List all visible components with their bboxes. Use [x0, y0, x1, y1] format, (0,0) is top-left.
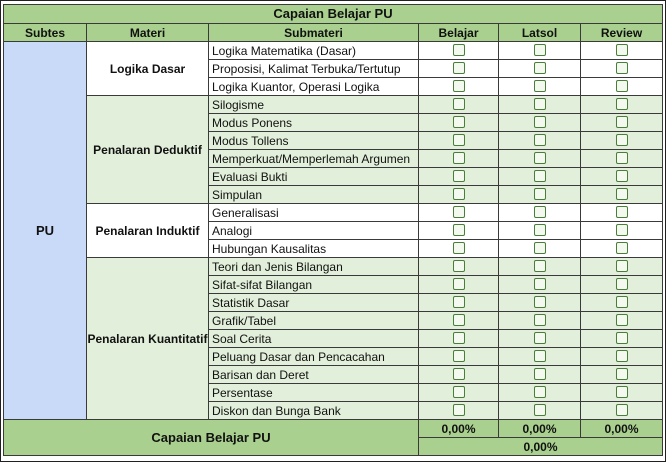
latsol-checkbox[interactable] [534, 98, 546, 110]
belajar-cell [419, 330, 499, 348]
review-checkbox[interactable] [616, 80, 628, 92]
submateri-cell: Generalisasi [209, 204, 419, 222]
latsol-checkbox[interactable] [534, 224, 546, 236]
belajar-cell [419, 348, 499, 366]
belajar-cell [419, 168, 499, 186]
belajar-cell [419, 258, 499, 276]
table-row [4, 204, 663, 222]
table-row [4, 96, 663, 114]
review-cell [581, 114, 663, 132]
review-checkbox[interactable] [616, 368, 628, 380]
belajar-cell [419, 222, 499, 240]
review-cell [581, 348, 663, 366]
review-cell [581, 330, 663, 348]
belajar-checkbox[interactable] [453, 224, 465, 236]
latsol-checkbox[interactable] [534, 206, 546, 218]
review-cell [581, 222, 663, 240]
submateri-cell: Evaluasi Bukti [209, 168, 419, 186]
submateri-cell: Logika Matematika (Dasar) [209, 42, 419, 60]
belajar-cell [419, 294, 499, 312]
belajar-cell [419, 276, 499, 294]
review-cell [581, 312, 663, 330]
belajar-cell [419, 96, 499, 114]
belajar-cell [419, 78, 499, 96]
review-checkbox[interactable] [616, 98, 628, 110]
submateri-cell: Proposisi, Kalimat Terbuka/Tertutup [209, 60, 419, 78]
submateri-cell: Peluang Dasar dan Pencacahan [209, 348, 419, 366]
latsol-checkbox[interactable] [534, 152, 546, 164]
latsol-cell [499, 132, 581, 150]
review-cell [581, 258, 663, 276]
latsol-cell [499, 240, 581, 258]
review-checkbox[interactable] [616, 224, 628, 236]
review-cell [581, 60, 663, 78]
materi-cell: Penalaran Deduktif [87, 96, 209, 204]
latsol-percent: 0,00% [499, 420, 581, 438]
total-percent: 0,00% [419, 438, 663, 456]
header-review: Review [581, 24, 663, 42]
latsol-checkbox[interactable] [534, 296, 546, 308]
header-latsol: Latsol [499, 24, 581, 42]
review-cell [581, 402, 663, 420]
review-cell [581, 294, 663, 312]
header-subtes: Subtes [4, 24, 87, 42]
belajar-checkbox[interactable] [453, 404, 465, 416]
belajar-checkbox[interactable] [453, 188, 465, 200]
latsol-cell [499, 60, 581, 78]
submateri-cell: Modus Tollens [209, 132, 419, 150]
belajar-checkbox[interactable] [453, 242, 465, 254]
belajar-cell [419, 384, 499, 402]
review-checkbox[interactable] [616, 332, 628, 344]
latsol-checkbox[interactable] [534, 260, 546, 272]
review-checkbox[interactable] [616, 44, 628, 56]
latsol-checkbox[interactable] [534, 332, 546, 344]
latsol-cell [499, 366, 581, 384]
belajar-checkbox[interactable] [453, 152, 465, 164]
review-cell [581, 132, 663, 150]
belajar-checkbox[interactable] [453, 134, 465, 146]
submateri-cell: Hubungan Kausalitas [209, 240, 419, 258]
belajar-checkbox[interactable] [453, 296, 465, 308]
review-checkbox[interactable] [616, 116, 628, 128]
footer-label: Capaian Belajar PU [4, 420, 419, 456]
latsol-cell [499, 42, 581, 60]
review-checkbox[interactable] [616, 206, 628, 218]
latsol-cell [499, 294, 581, 312]
latsol-checkbox[interactable] [534, 386, 546, 398]
review-checkbox[interactable] [616, 188, 628, 200]
belajar-cell [419, 114, 499, 132]
review-cell [581, 276, 663, 294]
latsol-checkbox[interactable] [534, 116, 546, 128]
submateri-cell: Simpulan [209, 186, 419, 204]
belajar-checkbox[interactable] [453, 350, 465, 362]
review-checkbox[interactable] [616, 296, 628, 308]
review-cell [581, 168, 663, 186]
latsol-checkbox[interactable] [534, 170, 546, 182]
belajar-checkbox[interactable] [453, 278, 465, 290]
belajar-checkbox[interactable] [453, 80, 465, 92]
review-cell [581, 366, 663, 384]
belajar-checkbox[interactable] [453, 170, 465, 182]
latsol-checkbox[interactable] [534, 278, 546, 290]
review-cell [581, 384, 663, 402]
latsol-cell [499, 114, 581, 132]
submateri-cell: Silogisme [209, 96, 419, 114]
subtes-cell: PU [4, 42, 87, 420]
review-cell [581, 204, 663, 222]
review-cell [581, 150, 663, 168]
review-percent: 0,00% [581, 420, 663, 438]
submateri-cell: Sifat-sifat Bilangan [209, 276, 419, 294]
belajar-checkbox[interactable] [453, 332, 465, 344]
latsol-cell [499, 78, 581, 96]
latsol-checkbox[interactable] [534, 404, 546, 416]
belajar-cell [419, 60, 499, 78]
belajar-cell [419, 204, 499, 222]
footer-row [4, 420, 663, 438]
latsol-cell [499, 276, 581, 294]
latsol-cell [499, 330, 581, 348]
belajar-checkbox[interactable] [453, 116, 465, 128]
review-checkbox[interactable] [616, 386, 628, 398]
latsol-cell [499, 168, 581, 186]
review-checkbox[interactable] [616, 260, 628, 272]
submateri-cell: Statistik Dasar [209, 294, 419, 312]
latsol-checkbox[interactable] [534, 242, 546, 254]
belajar-cell [419, 186, 499, 204]
belajar-checkbox[interactable] [453, 62, 465, 74]
submateri-cell: Barisan dan Deret [209, 366, 419, 384]
latsol-checkbox[interactable] [534, 188, 546, 200]
latsol-checkbox[interactable] [534, 44, 546, 56]
review-checkbox[interactable] [616, 242, 628, 254]
latsol-checkbox[interactable] [534, 368, 546, 380]
review-checkbox[interactable] [616, 152, 628, 164]
submateri-cell: Modus Ponens [209, 114, 419, 132]
latsol-cell [499, 384, 581, 402]
materi-cell: Logika Dasar [87, 42, 209, 96]
belajar-cell [419, 150, 499, 168]
header-submateri: Submateri [209, 24, 419, 42]
latsol-cell [499, 402, 581, 420]
submateri-cell: Teori dan Jenis Bilangan [209, 258, 419, 276]
latsol-checkbox[interactable] [534, 62, 546, 74]
submateri-cell: Logika Kuantor, Operasi Logika [209, 78, 419, 96]
belajar-checkbox[interactable] [453, 368, 465, 380]
review-cell [581, 42, 663, 60]
belajar-checkbox[interactable] [453, 44, 465, 56]
latsol-cell [499, 96, 581, 114]
belajar-cell [419, 366, 499, 384]
latsol-checkbox[interactable] [534, 80, 546, 92]
header-materi: Materi [87, 24, 209, 42]
materi-cell: Penalaran Induktif [87, 204, 209, 258]
belajar-checkbox[interactable] [453, 314, 465, 326]
belajar-cell [419, 132, 499, 150]
latsol-cell [499, 150, 581, 168]
latsol-checkbox[interactable] [534, 134, 546, 146]
submateri-cell: Grafik/Tabel [209, 312, 419, 330]
sheet-title: Capaian Belajar PU [4, 5, 663, 24]
latsol-cell [499, 312, 581, 330]
belajar-checkbox[interactable] [453, 386, 465, 398]
review-checkbox[interactable] [616, 404, 628, 416]
review-checkbox[interactable] [616, 314, 628, 326]
review-cell [581, 96, 663, 114]
progress-table [3, 4, 663, 456]
review-cell [581, 78, 663, 96]
review-checkbox[interactable] [616, 278, 628, 290]
submateri-cell: Diskon dan Bunga Bank [209, 402, 419, 420]
belajar-cell [419, 312, 499, 330]
latsol-checkbox[interactable] [534, 314, 546, 326]
latsol-cell [499, 222, 581, 240]
latsol-checkbox[interactable] [534, 350, 546, 362]
submateri-cell: Soal Cerita [209, 330, 419, 348]
review-checkbox[interactable] [616, 134, 628, 146]
materi-cell: Penalaran Kuantitatif [87, 258, 209, 420]
review-cell [581, 240, 663, 258]
submateri-cell: Memperkuat/Memperlemah Argumen [209, 150, 419, 168]
belajar-cell [419, 42, 499, 60]
belajar-checkbox[interactable] [453, 260, 465, 272]
latsol-cell [499, 204, 581, 222]
review-checkbox[interactable] [616, 62, 628, 74]
belajar-cell [419, 402, 499, 420]
latsol-cell [499, 348, 581, 366]
belajar-percent: 0,00% [419, 420, 499, 438]
latsol-cell [499, 186, 581, 204]
belajar-checkbox[interactable] [453, 98, 465, 110]
table-row [4, 42, 663, 60]
submateri-cell: Persentase [209, 384, 419, 402]
review-checkbox[interactable] [616, 170, 628, 182]
review-checkbox[interactable] [616, 350, 628, 362]
latsol-cell [499, 258, 581, 276]
belajar-checkbox[interactable] [453, 206, 465, 218]
review-cell [581, 186, 663, 204]
header-belajar: Belajar [419, 24, 499, 42]
submateri-cell: Analogi [209, 222, 419, 240]
belajar-cell [419, 240, 499, 258]
table-row [4, 258, 663, 276]
